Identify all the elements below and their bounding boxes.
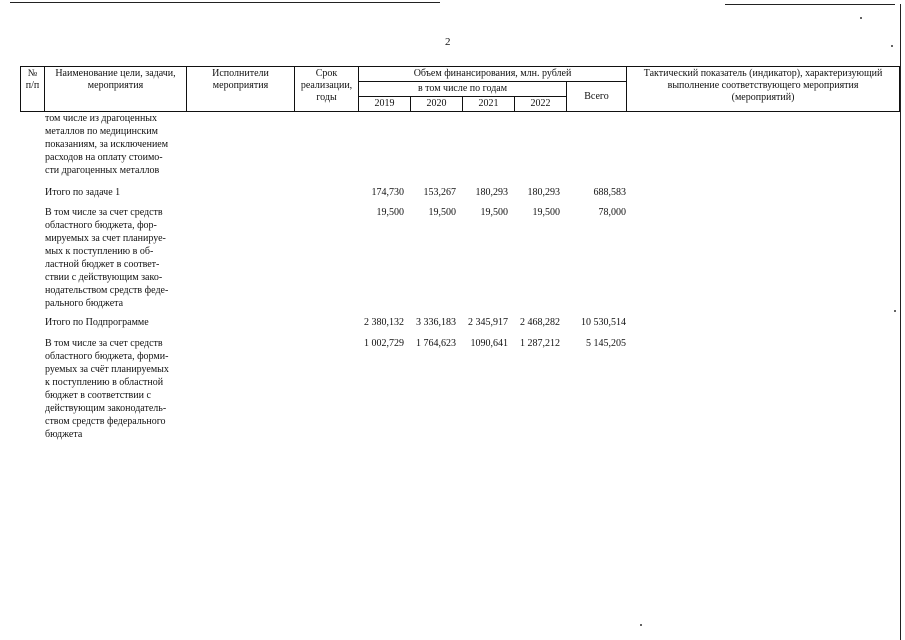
- table-cell-2021: 19,500: [480, 207, 508, 218]
- table-cell-total: 5 145,205: [586, 338, 626, 349]
- header-cell-funding: Объем финансирования, млн. рублей: [359, 67, 627, 82]
- table-cell-total: 78,000: [598, 207, 626, 218]
- page-number: 2: [445, 36, 451, 48]
- scan-speck: [891, 45, 893, 47]
- table-cell-total: 10 530,514: [581, 317, 626, 328]
- scan-top-line-left: [10, 2, 440, 3]
- table-header: [20, 66, 900, 112]
- header-cell-year-2022: 2022: [515, 97, 567, 112]
- table-row-text: В том числе за счет средств областного бюджета, форми- руемых за счёт планируемых к поступлению в областной бюджет в соответствии с действующим законодатель- ством средств федерального бюджета: [45, 338, 169, 440]
- table-cell-2021: 2 345,917: [468, 317, 508, 328]
- table-row-text: В том числе за счет средств областного бюджета, фор- мируемых за счет планируе- мых к поступлению в об- ластной бюджет в соответ- ствии с действующим зако- нодательством средств феде- рального бюджета: [45, 207, 169, 309]
- table-cell-2020: 153,267: [423, 187, 456, 198]
- scan-right-edge: [900, 4, 901, 640]
- table-row-text: том числе из драгоценных металлов по медицинским показаниям, за исключением расходов на оплату стоимо- сти драгоценных металлов: [45, 113, 169, 176]
- header-cell-year-2019: 2019: [359, 97, 411, 112]
- header-cell-total: Всего: [567, 82, 627, 112]
- header-cell-by-year: в том числе по годам: [359, 82, 567, 97]
- table-cell-2022: 2 468,282: [520, 317, 560, 328]
- table-cell-2019: 2 380,132: [364, 317, 404, 328]
- header-cell-term: Срок реализации, годы: [295, 67, 359, 112]
- table-row-text: Итого по задаче 1: [45, 187, 121, 198]
- table-cell-2019: 174,730: [371, 187, 404, 198]
- table-cell-2022: 1 287,212: [520, 338, 560, 349]
- table-cell-2020: 1 764,623: [416, 338, 456, 349]
- table-row-text: Итого по Подпрограмме: [45, 317, 149, 328]
- table-cell-total: 688,583: [593, 187, 626, 198]
- scan-speck: [640, 624, 642, 626]
- scan-top-line-right: [725, 4, 895, 5]
- scan-speck: [894, 310, 896, 312]
- header-cell-year-2021: 2021: [463, 97, 515, 112]
- table-cell-2020: 19,500: [428, 207, 456, 218]
- scan-speck: [860, 17, 862, 19]
- table-cell-2019: 19,500: [376, 207, 404, 218]
- header-cell-year-2020: 2020: [411, 97, 463, 112]
- table-cell-2022: 180,293: [527, 187, 560, 198]
- table-cell-2020: 3 336,183: [416, 317, 456, 328]
- header-cell-executors: Исполнители мероприятия: [187, 67, 295, 112]
- table-cell-2019: 1 002,729: [364, 338, 404, 349]
- table-cell-2022: 19,500: [532, 207, 560, 218]
- table-cell-2021: 180,293: [475, 187, 508, 198]
- header-cell-indicator: Тактический показатель (индикатор), характеризующий выполнение соответствующего мероприятия (мероприятий): [627, 67, 900, 112]
- header-cell-name: Наименование цели, задачи, мероприятия: [45, 67, 187, 112]
- header-cell-number: № п/п: [21, 67, 45, 112]
- table-cell-2021: 1090,641: [470, 338, 508, 349]
